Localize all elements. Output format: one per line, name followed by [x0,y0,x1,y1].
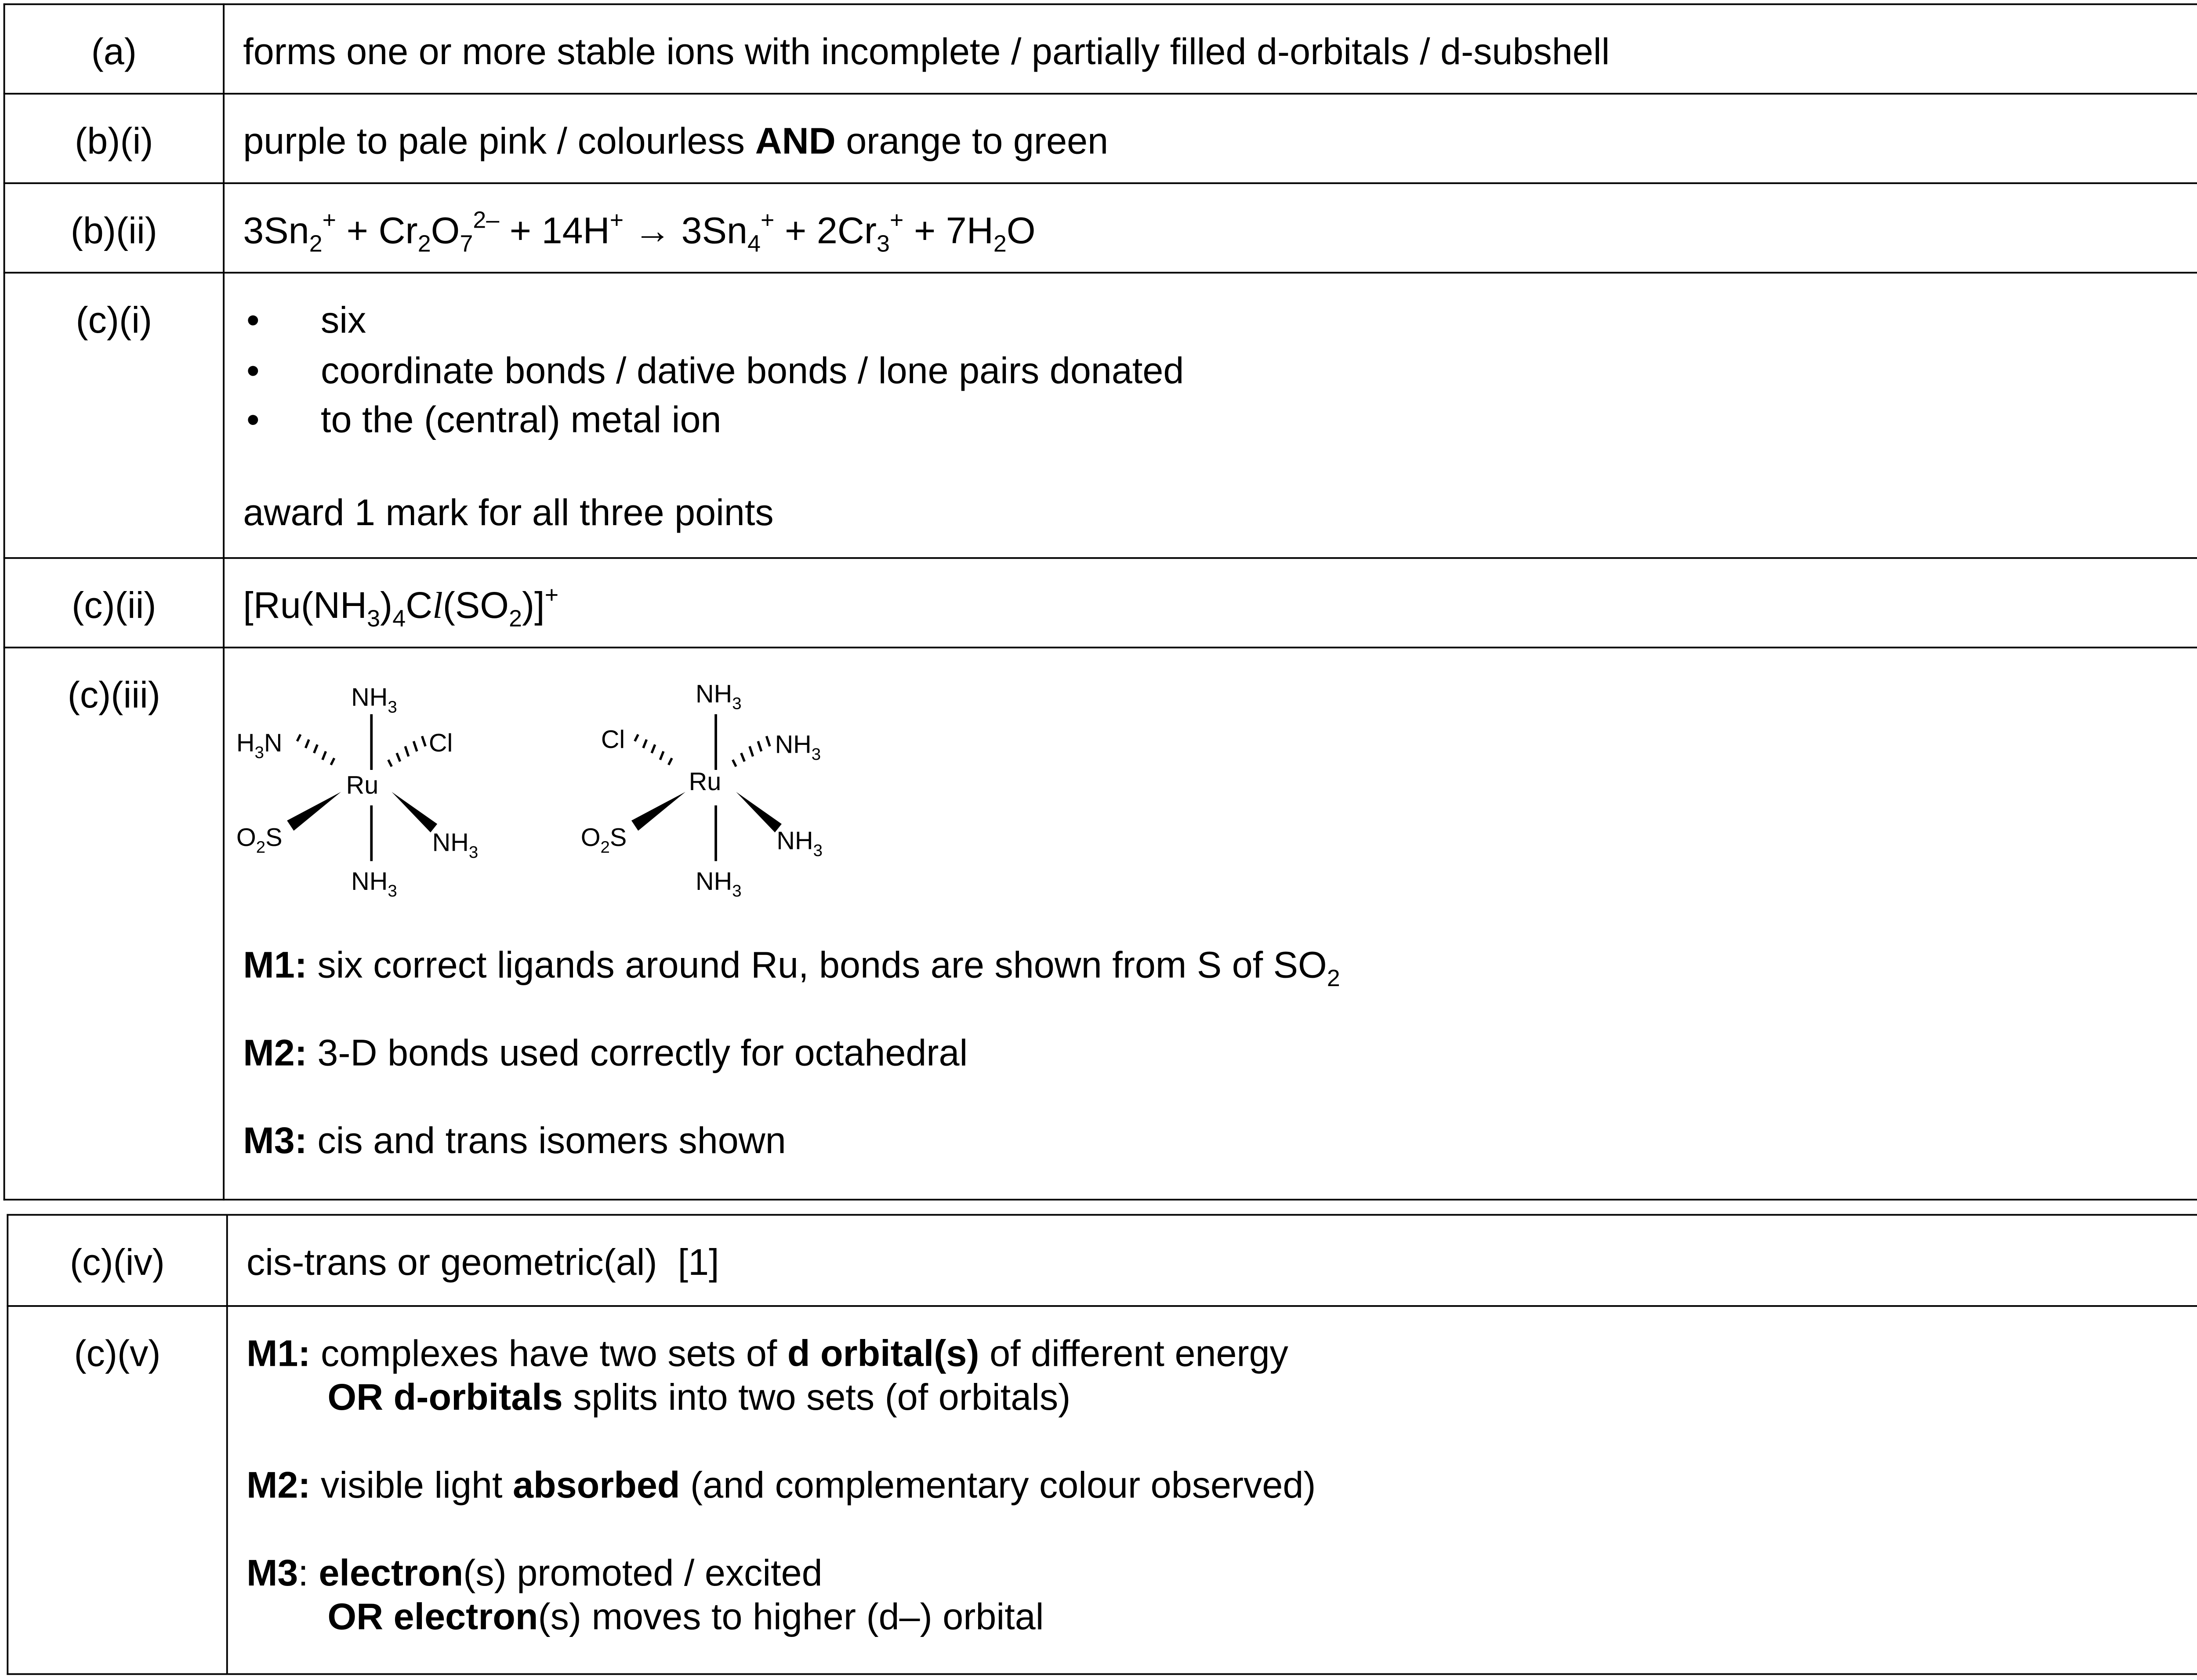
ammine-label: $NH_3$ [351,867,397,900]
question-label: (c)(i) [4,273,224,558]
mark-text: : [298,1551,319,1594]
bullet-text: to the (central) metal ion [321,398,721,441]
mark-label: M3: [243,1119,307,1162]
sulfur-dioxide-label: $O_2S$ [236,823,283,857]
ammine-label: $NH_3$ [775,730,821,764]
mark-scheme-table-1 [4,4,2197,1201]
hashed-bond [297,734,334,765]
wedge-bond [392,792,437,832]
mark-text: 3-D bonds used correctly for octahedral [307,1031,968,1074]
bullet-item [243,299,2197,348]
answer-text-part: orange to green [835,120,1109,162]
ammine-label: $NH_3$ [695,867,742,900]
complex-formula [224,558,2197,648]
bullet-item [243,399,2197,448]
mark-text: (s) moves to higher (d–) orbital [538,1595,1044,1638]
answer-text [224,94,2197,183]
question-label: (c)(iii) [4,647,224,1199]
mark-point-m3 [247,1552,2197,1596]
mark-text: of different energy [979,1332,1288,1375]
bullet-item [243,348,2197,398]
row-b-ii [4,183,2197,273]
mark-label: M2: [243,1031,307,1074]
answer-text: cis-trans or geometric(al) [1] [227,1215,2197,1306]
row-c-iv [7,1215,2197,1306]
bullet-text: coordinate bonds / dative bonds / lone pairs donated [321,348,1184,391]
mark-point-m2 [247,1464,2197,1508]
row-b-i [4,94,2197,183]
ammine-label: $NH_3$ [776,827,823,860]
mark-label: M1: [246,1332,311,1375]
mark-text: six correct ligands around Ru, bonds are shown from S of SO [307,943,1327,986]
question-label: (c)(v) [7,1306,227,1674]
mark-text: cis and trans isomers shown [307,1119,786,1162]
isomer-structures [233,680,874,900]
mark-point-m1 [243,943,2197,991]
ammine-label: $NH_3$ [351,683,397,717]
question-label: (b)(i) [4,94,224,183]
row-a [4,4,2197,94]
trans-isomer-structure [236,683,478,900]
bullet-icon: • [246,348,260,391]
bullet-icon: • [246,398,260,441]
answer-text [227,1306,2197,1674]
bullet-icon: • [246,299,260,341]
answer-text [224,273,2197,558]
ammine-label: $H_3N$ [236,729,283,762]
question-label: (a) [4,4,224,94]
row-c-ii [4,558,2197,648]
chloro-label: Cl [428,729,453,757]
answer-text: forms one or more stable ions with incomplete / partially filled d-orbitals / d-subshell [224,4,2197,94]
answer-text-part: purple to pale pink / colourless [243,120,755,162]
mark-point-m2 [243,1032,2197,1076]
metal-label: Ru [346,771,379,799]
mark-point-m1-alt [247,1376,2197,1420]
question-label: (c)(iv) [7,1215,227,1306]
cis-isomer-structure [581,680,823,900]
answer-keyword: AND [755,120,836,162]
mark-keyword: electron [319,1551,464,1594]
ionic-equation [224,183,2197,273]
formula-text: $[Ru(NH_3)_4Cl(SO_2)]^+$ [243,581,559,631]
mark-point-m3 [243,1119,2197,1163]
mark-label: M2: [246,1464,311,1506]
row-c-v [7,1306,2197,1674]
mark-text: complexes have two sets of [310,1332,787,1375]
mark-scheme-table-2 [7,1214,2197,1675]
row-c-i [4,273,2197,558]
mark-point-m1 [247,1332,2197,1376]
mark-keyword: OR electron [327,1595,538,1638]
bullet-text: six [321,299,366,341]
mark-label: M3 [246,1551,298,1594]
mark-label: M1: [243,943,307,986]
hashed-bond [635,734,672,765]
mark-keyword: absorbed [513,1464,680,1506]
sulfur-dioxide-label: $O_2S$ [580,823,627,857]
wedge-bond [631,792,685,831]
mark-point-m3-alt [247,1596,2197,1640]
marking-note: award 1 mark for all three points [243,490,774,533]
mark-keyword: OR d-orbitals [327,1376,563,1419]
mark-text: visible light [310,1464,513,1506]
hashed-bond [388,736,426,766]
metal-label: Ru [689,768,721,796]
ammine-label: $NH_3$ [432,828,479,862]
chloro-label: Cl [601,726,625,754]
equation-text: $3Sn_2^+ + Cr_2O_7^{2-} + 14H^+ \to 3Sn_4^+ + 2Cr_3^+ + 7H_2O$ [243,206,1036,257]
ammine-label: $NH_3$ [695,680,742,713]
subscript: 2 [1327,964,1340,991]
wedge-bond [287,792,341,831]
hashed-bond [733,736,770,766]
bullet-list [243,299,2197,448]
question-label: (c)(ii) [4,558,224,648]
row-c-iii [4,647,2197,1199]
wedge-bond [736,792,782,832]
mark-text: (and complementary colour observed) [680,1464,1316,1506]
mark-text: (s) promoted / excited [463,1551,823,1594]
question-label: (b)(ii) [4,183,224,273]
mark-text: splits into two sets (of orbitals) [562,1376,1071,1419]
answer-text [224,647,2197,1199]
mark-keyword: d orbital(s) [787,1332,979,1375]
